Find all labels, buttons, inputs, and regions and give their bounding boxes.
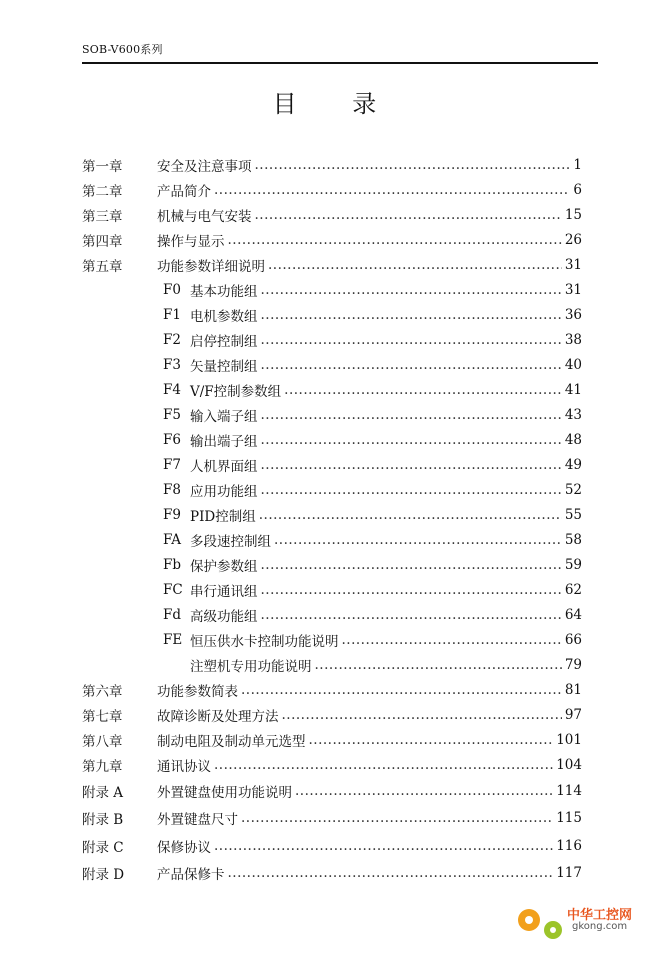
toc-group-code: FC <box>163 581 183 598</box>
toc-leader-dots <box>261 557 562 573</box>
toc-page-number: 48 <box>564 431 582 448</box>
toc-entry-title: 高级功能组 <box>190 608 258 625</box>
toc-entry[interactable] <box>82 452 582 477</box>
toc-entry-title: 基本功能组 <box>190 283 258 300</box>
toc-entry-title: 通讯协议 <box>157 758 211 775</box>
toc-page-number: 117 <box>556 865 582 882</box>
toc-group-code: F4 <box>163 381 181 398</box>
toc-page-number: 55 <box>564 506 582 523</box>
toc-entry-title: 注塑机专用功能说明 <box>190 658 312 675</box>
toc-entry-title: 操作与显示 <box>157 233 225 250</box>
toc-entry-title: 故障诊断及处理方法 <box>157 708 279 725</box>
toc-page-number: 59 <box>564 556 582 573</box>
toc-leader-dots <box>261 457 562 473</box>
toc-entry-title: 矢量控制组 <box>190 358 258 375</box>
toc-page-number: 62 <box>564 581 582 598</box>
toc-entry-title: 产品保修卡 <box>157 867 225 884</box>
toc-entry[interactable] <box>82 727 582 752</box>
toc-page-number: 52 <box>564 481 582 498</box>
toc-page-number: 1 <box>573 156 582 173</box>
toc-entry[interactable] <box>82 402 582 427</box>
toc-leader-dots <box>228 232 562 248</box>
toc-chapter-label: 附录 D <box>82 867 125 884</box>
toc-page-number: 31 <box>564 281 582 298</box>
toc-entry[interactable] <box>82 227 582 252</box>
toc-page-number: 43 <box>564 406 582 423</box>
toc-chapter-label: 第一章 <box>82 158 123 175</box>
watermark-text: 中华工控网 <box>567 908 633 923</box>
toc-entry-title: V/F控制参数组 <box>190 383 282 400</box>
toc-chapter-label: 第四章 <box>82 233 123 250</box>
toc-page-number: 6 <box>573 181 582 198</box>
toc-leader-dots <box>295 783 553 799</box>
toc-entry[interactable] <box>82 477 582 502</box>
toc-entry-title: PID控制组 <box>190 508 256 525</box>
toc-entry[interactable] <box>82 777 582 805</box>
toc-page-number: 64 <box>564 606 582 623</box>
toc-group-code: F3 <box>163 356 181 373</box>
toc-entry-title: 制动电阻及制动单元选型 <box>157 733 306 750</box>
table-of-contents <box>82 152 582 887</box>
toc-chapter-label: 第九章 <box>82 758 123 775</box>
toc-group-code: F5 <box>163 406 181 423</box>
toc-page-number: 41 <box>564 381 582 398</box>
toc-leader-dots <box>261 332 562 348</box>
toc-entry-title: 应用功能组 <box>190 483 258 500</box>
toc-group-code: F8 <box>163 481 181 498</box>
toc-leader-dots <box>315 657 562 673</box>
toc-chapter-label: 附录 A <box>82 784 124 801</box>
toc-entry-title: 多段速控制组 <box>190 533 271 550</box>
toc-chapter-label: 第五章 <box>82 258 123 275</box>
toc-group-code: Fb <box>163 556 182 573</box>
toc-entry-title: 串行通讯组 <box>190 583 258 600</box>
toc-leader-dots <box>274 532 562 548</box>
toc-entry[interactable] <box>82 502 582 527</box>
toc-page-number: 31 <box>564 256 582 273</box>
toc-page-number: 116 <box>556 837 582 854</box>
toc-entry[interactable] <box>82 652 582 677</box>
toc-page-number: 115 <box>556 810 582 827</box>
toc-leader-dots <box>255 157 570 173</box>
toc-leader-dots <box>261 482 562 498</box>
toc-entry-title: 功能参数详细说明 <box>157 258 265 275</box>
toc-chapter-label: 第三章 <box>82 208 123 225</box>
toc-entry-title: 电机参数组 <box>190 308 258 325</box>
toc-chapter-label: 第二章 <box>82 183 123 200</box>
toc-group-code: F2 <box>163 331 181 348</box>
toc-group-code: F0 <box>163 281 181 298</box>
toc-group-code: FE <box>163 631 183 648</box>
toc-chapter-label: 附录 B <box>82 812 124 829</box>
toc-entry[interactable] <box>82 552 582 577</box>
toc-entry-title: 人机界面组 <box>190 458 258 475</box>
toc-page-number: 81 <box>564 681 582 698</box>
toc-page-number: 114 <box>556 782 582 799</box>
toc-entry[interactable] <box>82 377 582 402</box>
toc-entry[interactable] <box>82 327 582 352</box>
toc-page-number: 104 <box>556 756 582 773</box>
toc-page-number: 49 <box>564 456 582 473</box>
toc-leader-dots <box>261 582 562 598</box>
toc-chapter-label: 第六章 <box>82 683 123 700</box>
toc-entry-title: 功能参数简表 <box>157 683 238 700</box>
toc-entry-title: 产品简介 <box>157 183 211 200</box>
toc-leader-dots <box>261 407 562 423</box>
toc-leader-dots <box>241 810 553 826</box>
running-header: SOB-V600系列 <box>82 43 163 56</box>
toc-leader-dots <box>261 307 562 323</box>
page-title: 目 录 <box>272 90 401 118</box>
toc-leader-dots <box>261 282 562 298</box>
toc-leader-dots <box>282 707 562 723</box>
toc-page-number: 15 <box>564 206 582 223</box>
toc-entry[interactable] <box>82 832 582 860</box>
toc-entry[interactable] <box>82 252 582 277</box>
toc-entry[interactable] <box>82 427 582 452</box>
toc-entry[interactable] <box>82 177 582 202</box>
toc-entry-title: 安全及注意事项 <box>157 158 252 175</box>
toc-entry-title: 恒压供水卡控制功能说明 <box>190 633 339 650</box>
toc-page-number: 26 <box>564 231 582 248</box>
toc-page-number: 36 <box>564 306 582 323</box>
toc-entry[interactable] <box>82 527 582 552</box>
toc-entry[interactable] <box>82 602 582 627</box>
toc-leader-dots <box>261 432 562 448</box>
toc-leader-dots <box>261 607 562 623</box>
toc-entry-title: 外置键盘尺寸 <box>157 812 238 829</box>
toc-entry[interactable] <box>82 860 582 888</box>
toc-leader-dots <box>309 732 554 748</box>
toc-entry-title: 机械与电气安装 <box>157 208 252 225</box>
toc-page-number: 97 <box>564 706 582 723</box>
toc-entry[interactable] <box>82 752 582 777</box>
toc-leader-dots <box>228 865 554 881</box>
toc-entry[interactable] <box>82 202 582 227</box>
toc-leader-dots <box>214 182 569 198</box>
toc-group-code: FA <box>163 531 181 548</box>
toc-leader-dots <box>261 357 562 373</box>
toc-leader-dots <box>214 757 553 773</box>
toc-entry[interactable] <box>82 805 582 833</box>
toc-entry[interactable] <box>82 577 582 602</box>
gear-icon <box>518 909 562 939</box>
toc-group-code: F9 <box>163 506 181 523</box>
toc-entry-title: 保修协议 <box>157 839 211 856</box>
toc-entry[interactable] <box>82 352 582 377</box>
toc-entry[interactable] <box>82 302 582 327</box>
toc-leader-dots <box>241 682 562 698</box>
toc-group-code: F7 <box>163 456 181 473</box>
toc-entry[interactable] <box>82 627 582 652</box>
toc-group-code: F1 <box>163 306 181 323</box>
toc-entry[interactable] <box>82 277 582 302</box>
toc-chapter-label: 附录 C <box>82 839 124 856</box>
toc-page-number: 79 <box>564 656 582 673</box>
toc-leader-dots <box>342 632 562 648</box>
toc-chapter-label: 第七章 <box>82 708 123 725</box>
toc-entry-title: 保护参数组 <box>190 558 258 575</box>
header-rule <box>82 62 598 64</box>
toc-leader-dots <box>255 207 562 223</box>
toc-page-number: 66 <box>564 631 582 648</box>
toc-leader-dots <box>284 382 562 398</box>
toc-page-number: 58 <box>564 531 582 548</box>
toc-leader-dots <box>259 507 562 523</box>
toc-entry[interactable] <box>82 677 582 702</box>
toc-group-code: Fd <box>163 606 182 623</box>
toc-chapter-label: 第八章 <box>82 733 123 750</box>
toc-page-number: 40 <box>564 356 582 373</box>
toc-leader-dots <box>214 838 553 854</box>
toc-entry[interactable] <box>82 152 582 177</box>
toc-entry-title: 输出端子组 <box>190 433 258 450</box>
toc-entry-title: 启停控制组 <box>190 333 258 350</box>
toc-group-code: F6 <box>163 431 181 448</box>
toc-page-number: 101 <box>556 731 582 748</box>
toc-entry-title: 输入端子组 <box>190 408 258 425</box>
toc-entry[interactable] <box>82 702 582 727</box>
toc-leader-dots <box>268 257 562 273</box>
watermark-url: gkong.com <box>572 921 628 932</box>
toc-page-number: 38 <box>564 331 582 348</box>
toc-entry-title: 外置键盘使用功能说明 <box>157 784 292 801</box>
